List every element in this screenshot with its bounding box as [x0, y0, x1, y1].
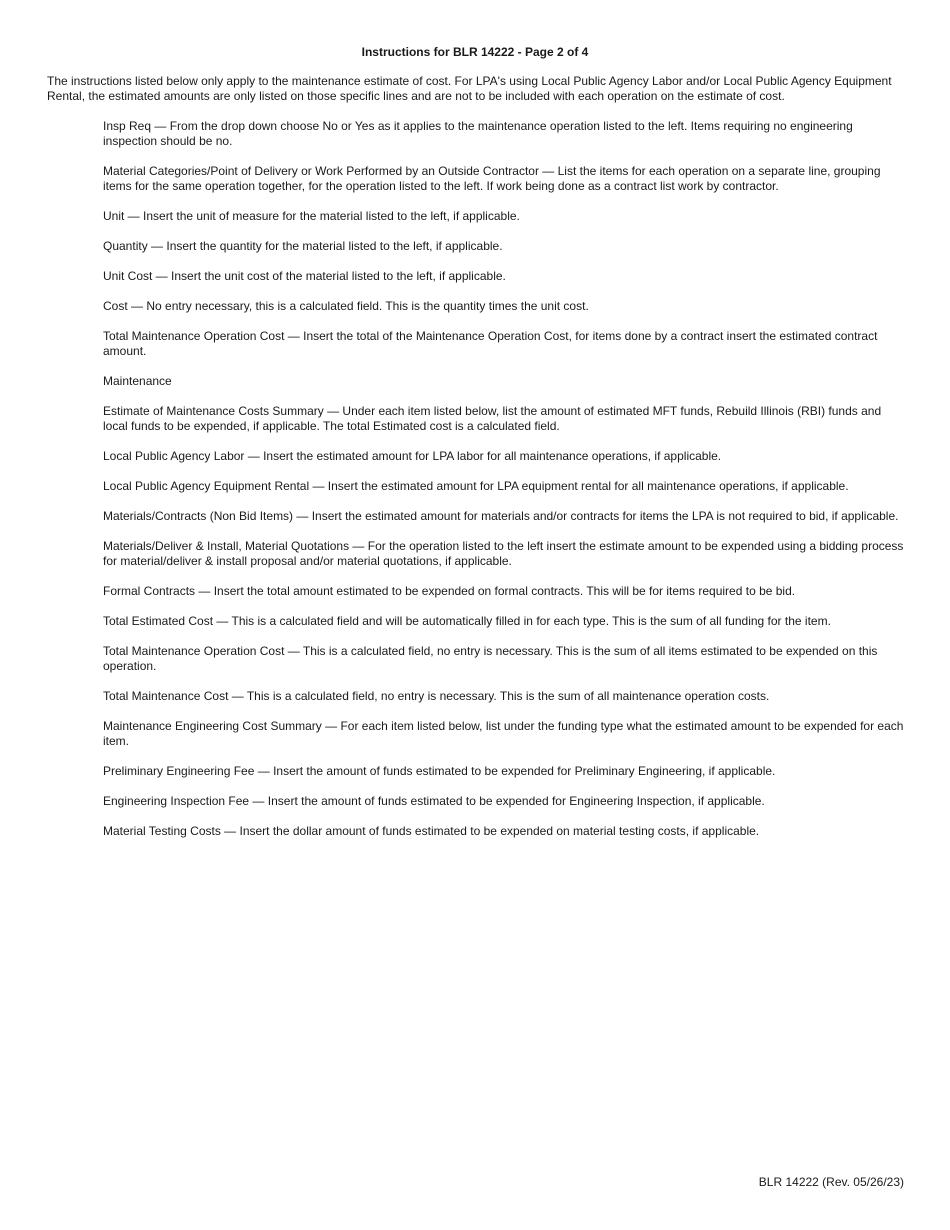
section-heading-maintenance: Maintenance — [103, 374, 172, 388]
instruction-materials-contracts: Materials/Contracts (Non Bid Items) — Insert the estimated amount for materials and/or contracts for items the LPA is not required to bid, if applicable. — [103, 509, 899, 523]
page-title: Instructions for BLR 14222 - Page 2 of 4 — [361, 45, 589, 59]
instruction-materials-deliver-install: Materials/Deliver & Install, Material Quotations — For the operation listed to the left insert the estimate amount to be expended using a bidding process for material/deliver & install proposal and/or material quotations, if applicable. — [103, 539, 904, 568]
instruction-cost: Cost — No entry necessary, this is a calculated field. This is the quantity times the unit cost. — [103, 299, 589, 313]
instruction-material-categories: Material Categories/Point of Delivery or Work Performed by an Outside Contractor — List the items for each operation on a separate line, grouping items for the same operation together, for the operation listed to the left. If work being done as a contract list work by contractor. — [103, 164, 881, 193]
instruction-total-estimated-cost: Total Estimated Cost — This is a calculated field and will be automatically filled in for each type. This is the sum of all funding for the item. — [103, 614, 831, 628]
instruction-engineering-inspection-fee: Engineering Inspection Fee — Insert the amount of funds estimated to be expended for Engineering Inspection, if applicable. — [103, 794, 765, 808]
instruction-unit-cost: Unit Cost — Insert the unit cost of the material listed to the left, if applicable. — [103, 269, 506, 283]
instruction-total-maintenance-operation-cost: Total Maintenance Operation Cost — Insert the total of the Maintenance Operation Cost, for items done by a contract insert the estimated contract amount. — [103, 329, 878, 358]
instruction-quantity: Quantity — Insert the quantity for the material listed to the left, if applicable. — [103, 239, 503, 253]
instruction-estimate-summary: Estimate of Maintenance Costs Summary — Under each item listed below, list the amount of estimated MFT funds, Rebuild Illinois (RBI) funds and local funds to be expended, if applicable. The total Estimated cost is a calculated field. — [103, 404, 882, 433]
instruction-total-operation-cost-calculated: Total Maintenance Operation Cost — This is a calculated field, no entry is necessary. This is the sum of all items estimated to be expended on this operation. — [103, 644, 878, 673]
instruction-list — [103, 119, 909, 854]
instruction-engineering-cost-summary: Maintenance Engineering Cost Summary — For each item listed below, list under the funding type what the estimated amount to be expended for each item. — [103, 719, 904, 748]
form-revision-footer: BLR 14222 (Rev. 05/26/23) — [758, 1175, 904, 1189]
instruction-lpa-labor: Local Public Agency Labor — Insert the estimated amount for LPA labor for all maintenance operations, if applicable. — [103, 449, 722, 463]
instruction-preliminary-engineering-fee: Preliminary Engineering Fee — Insert the amount of funds estimated to be expended for Preliminary Engineering, if applicable. — [103, 764, 776, 778]
intro-paragraph: The instructions listed below only apply to the maintenance estimate of cost. For LPA's using Local Public Agency Labor and/or Local Public Agency Equipment Rental, the estimated amounts are only listed on those specific lines and are not to be included with each operation on the estimate of cost. — [47, 74, 892, 103]
instruction-insp-req: Insp Req — From the drop down choose No or Yes as it applies to the maintenance operation listed to the left. Items requiring no engineering inspection should be no. — [103, 119, 853, 148]
instruction-lpa-equipment-rental: Local Public Agency Equipment Rental — Insert the estimated amount for LPA equipment rental for all maintenance operations, if applicable. — [103, 479, 849, 493]
instruction-material-testing-costs: Material Testing Costs — Insert the dollar amount of funds estimated to be expended on material testing costs, if applicable. — [103, 824, 760, 838]
instruction-unit: Unit — Insert the unit of measure for the material listed to the left, if applicable. — [103, 209, 520, 223]
instruction-total-maintenance-cost: Total Maintenance Cost — This is a calculated field, no entry is necessary. This is the sum of all maintenance operation costs. — [103, 689, 770, 703]
instruction-formal-contracts: Formal Contracts — Insert the total amount estimated to be expended on formal contracts. This will be for items required to be bid. — [103, 584, 796, 598]
